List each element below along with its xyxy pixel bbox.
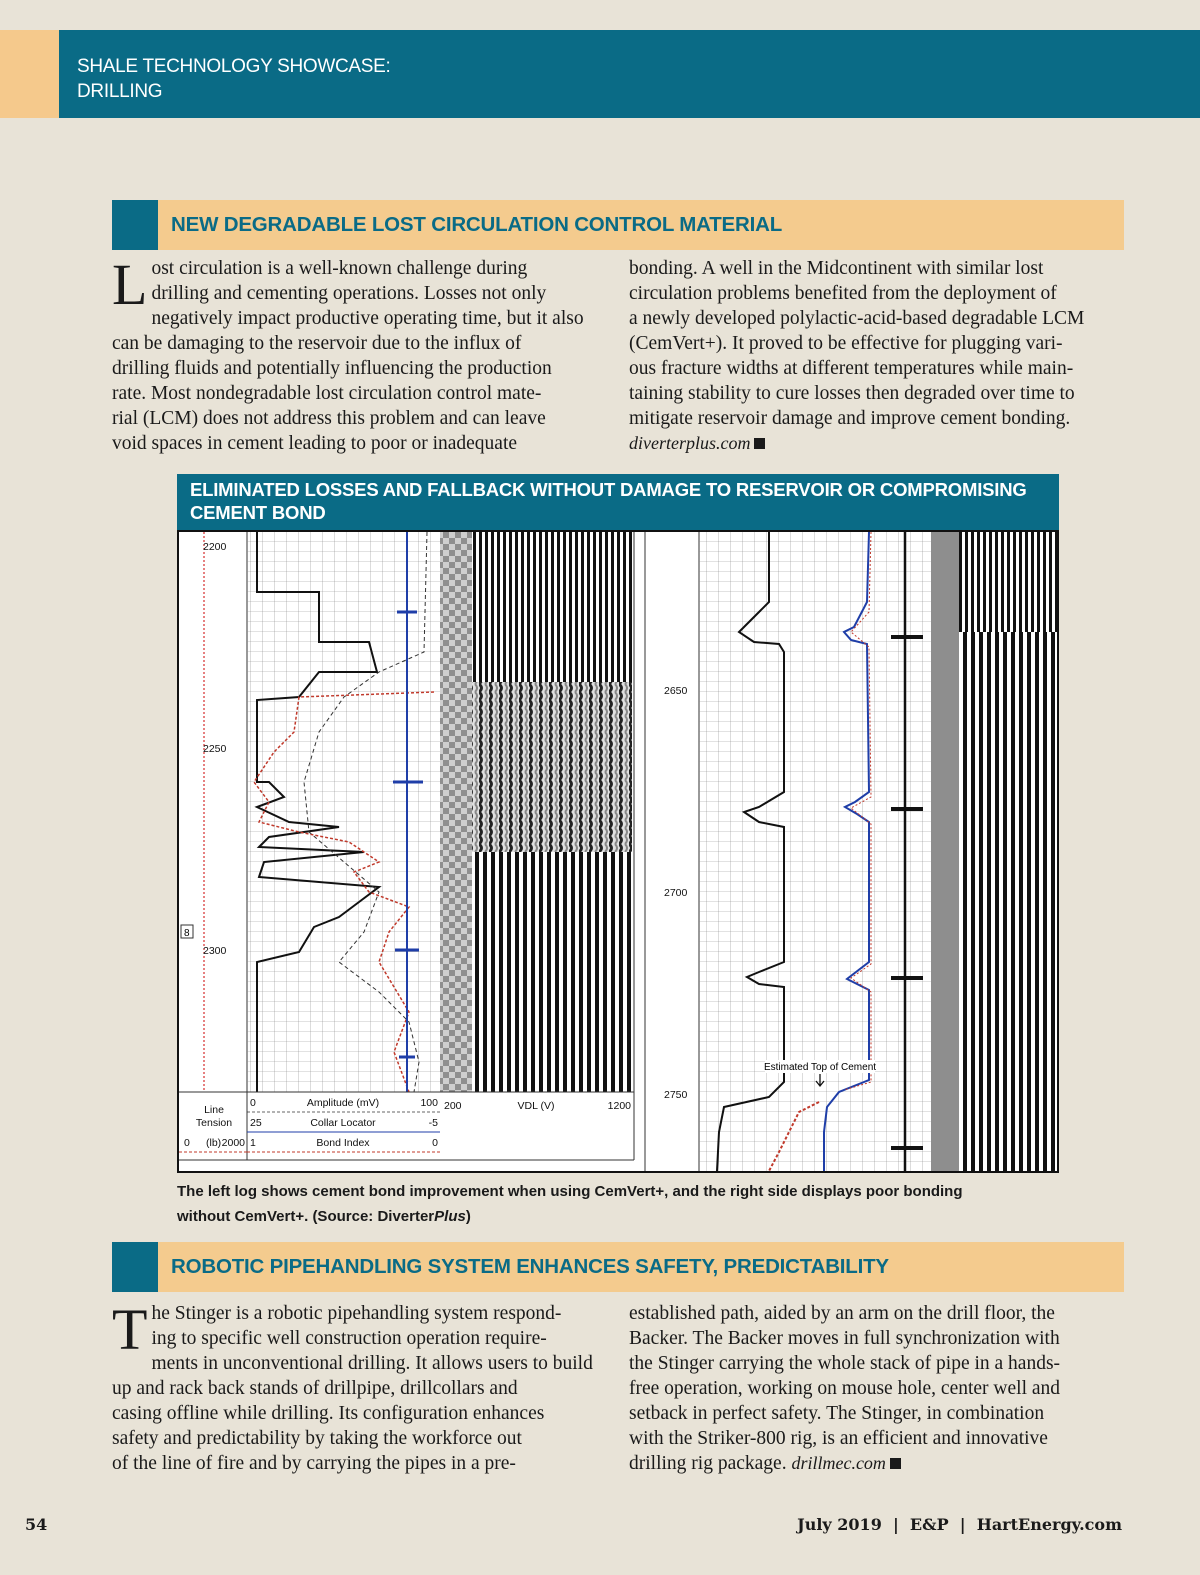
article2-website[interactable]: drillmec.com bbox=[791, 1453, 886, 1473]
depth-label: 2700 bbox=[664, 887, 688, 899]
right-vdl-upper bbox=[959, 532, 1057, 632]
section-label-line1: SHALE TECHNOLOGY SHOWCASE: bbox=[77, 56, 391, 77]
text-line: taining stability to cure losses then degraded over time to bbox=[629, 383, 1075, 404]
caption-close: ) bbox=[465, 1208, 471, 1225]
article1-title: NEW DEGRADABLE LOST CIRCULATION CONTROL MATERIAL bbox=[171, 213, 783, 236]
caption-line2 bbox=[177, 1204, 1057, 1229]
depth-label: 2200 bbox=[203, 541, 227, 553]
article1-heading bbox=[112, 200, 1124, 250]
text-line: ing to specific well construction operation require- bbox=[151, 1328, 547, 1349]
right-depth-labels bbox=[664, 685, 688, 1101]
text-line: rate. Most nondegradable lost circulation control mate- bbox=[112, 383, 542, 404]
legend-vdl-right: 1200 bbox=[607, 1100, 631, 1112]
article1-column-left bbox=[112, 252, 608, 456]
text-line: mitigate reservoir damage and improve cement bonding. bbox=[629, 408, 1071, 429]
legend-line-tension-b: Tension bbox=[195, 1117, 233, 1129]
heading-square bbox=[112, 1242, 158, 1292]
caption-italic: Plus bbox=[434, 1208, 466, 1225]
article2-title: ROBOTIC PIPEHANDLING SYSTEM ENHANCES SAFETY, PREDICTABILITY bbox=[171, 1255, 889, 1278]
text-line: drilling fluids and potentially influencing the production bbox=[112, 358, 552, 379]
right-bond-track bbox=[931, 532, 959, 1171]
section-label-line2: DRILLING bbox=[77, 81, 163, 102]
text-line: drilling and cementing operations. Losses not only bbox=[151, 283, 547, 304]
header-accent bbox=[0, 30, 59, 118]
page-header-bar bbox=[0, 30, 1200, 118]
legend-right-value: 0 bbox=[432, 1137, 438, 1149]
text-line: bonding. A well in the Midcontinent with similar lost bbox=[629, 258, 1044, 279]
marker-label: 8 bbox=[184, 928, 190, 939]
text-line: established path, aided by an arm on the drill floor, the bbox=[629, 1303, 1055, 1324]
well-log-figure bbox=[177, 530, 1059, 1173]
text-line: (CemVert+). It proved to be effective for plugging vari- bbox=[629, 333, 1063, 354]
vdl-track-lower bbox=[472, 852, 632, 1092]
caption-line1: The left log shows cement bond improvement when using CemVert+, and the right side displays poor bonding bbox=[177, 1183, 963, 1200]
section-label bbox=[77, 54, 391, 104]
footer-publication: July 2019 | E&P | HartEnergy.com bbox=[797, 1515, 1122, 1534]
legend-right-value: 100 bbox=[420, 1097, 438, 1109]
amplitude-track-grid bbox=[247, 532, 440, 1092]
depth-label: 2750 bbox=[664, 1089, 688, 1101]
legend-vdl-left: 200 bbox=[444, 1100, 462, 1112]
text-line: up and rack back stands of drillpipe, drillcollars and bbox=[112, 1378, 518, 1399]
dropcap: T bbox=[112, 1297, 148, 1362]
legend-left-value: 0 bbox=[250, 1097, 256, 1109]
bond-index-track bbox=[440, 532, 472, 1092]
text-line: circulation problems benefited from the deployment of bbox=[629, 283, 1057, 304]
left-depth-labels bbox=[203, 541, 227, 957]
text-line: negatively impact productive operating time, but it also bbox=[151, 308, 584, 329]
article2-column-right bbox=[629, 1301, 1125, 1476]
legend-lt-min: 0 bbox=[184, 1137, 190, 1149]
text-line: can be damaging to the reservoir due to the influx of bbox=[112, 333, 522, 354]
text-line: casing offline while drilling. Its configuration enhances bbox=[112, 1403, 545, 1424]
legend-line-tension-a: Line bbox=[204, 1104, 224, 1116]
text-line-content: drilling rig package. bbox=[629, 1453, 787, 1474]
caption-text: without CemVert+. (Source: Diverter bbox=[177, 1208, 435, 1225]
article2-column-left bbox=[112, 1297, 608, 1476]
text-line: the Stinger carrying the whole stack of pipe in a hands- bbox=[629, 1353, 1061, 1374]
legend-label: Bond Index bbox=[316, 1137, 370, 1149]
article1-column-right bbox=[629, 256, 1125, 456]
estimated-top-of-cement-label: Estimated Top of Cement bbox=[763, 1062, 877, 1073]
figure-caption bbox=[177, 1179, 1057, 1229]
dropcap: L bbox=[112, 252, 148, 317]
text-line: with the Striker-800 rig, is an efficient and innovative bbox=[629, 1428, 1048, 1449]
depth-label: 2250 bbox=[203, 743, 227, 755]
text-line: setback in perfect safety. The Stinger, in combination bbox=[629, 1403, 1045, 1424]
text-line: safety and predictability by taking the workforce out bbox=[112, 1428, 522, 1449]
legend-left-value: 25 bbox=[250, 1117, 262, 1129]
article1-website[interactable]: diverterplus.com bbox=[629, 433, 751, 453]
legend-label: Amplitude (mV) bbox=[306, 1097, 380, 1109]
well-log-graphic bbox=[179, 532, 1057, 1171]
figure-title-bar bbox=[177, 474, 1059, 530]
text-line: a newly developed polylactic-acid-based degradable LCM bbox=[629, 308, 1085, 329]
text-line: rial (LCM) does not address this problem and can leave bbox=[112, 408, 546, 429]
legend-rows bbox=[250, 1097, 438, 1149]
text-line bbox=[629, 1451, 1125, 1476]
end-mark bbox=[890, 1458, 901, 1469]
legend-lt-max: 2000 bbox=[221, 1137, 245, 1149]
legend-right-value: -5 bbox=[428, 1117, 438, 1129]
legend-label: Collar Locator bbox=[310, 1117, 376, 1129]
vdl-track-upper bbox=[472, 532, 632, 682]
page-number: 54 bbox=[25, 1515, 48, 1534]
right-vdl-lower bbox=[959, 632, 1057, 1171]
text-line: free operation, working on mouse hole, center well and bbox=[629, 1378, 1061, 1399]
depth-label: 2650 bbox=[664, 685, 688, 697]
text-line: ost circulation is a well-known challenge during bbox=[151, 258, 528, 279]
right-amplitude-grid bbox=[699, 532, 931, 1171]
text-line: of the line of fire and by carrying the pipes in a pre- bbox=[112, 1453, 516, 1474]
text-line: void spaces in cement leading to poor or inadequate bbox=[112, 433, 518, 454]
article2-heading bbox=[112, 1242, 1124, 1292]
legend-vdl-label: VDL (V) bbox=[517, 1100, 555, 1112]
heading-square bbox=[112, 200, 158, 250]
text-line: ments in unconventional drilling. It allows users to build bbox=[151, 1353, 593, 1374]
end-mark bbox=[754, 438, 765, 449]
vdl-track-middle bbox=[472, 682, 632, 852]
legend-left-value: 1 bbox=[250, 1137, 256, 1149]
text-line: he Stinger is a robotic pipehandling system respond- bbox=[151, 1303, 562, 1324]
depth-label: 2300 bbox=[203, 945, 227, 957]
legend-lt-unit: (lb) bbox=[206, 1137, 222, 1149]
text-line: Backer. The Backer moves in full synchronization with bbox=[629, 1328, 1060, 1349]
figure-title: ELIMINATED LOSSES AND FALLBACK WITHOUT DAMAGE TO RESERVOIR OR COMPROMISING CEMENT BOND bbox=[190, 479, 1027, 523]
text-line: ous fracture widths at different temperatures while main- bbox=[629, 358, 1074, 379]
